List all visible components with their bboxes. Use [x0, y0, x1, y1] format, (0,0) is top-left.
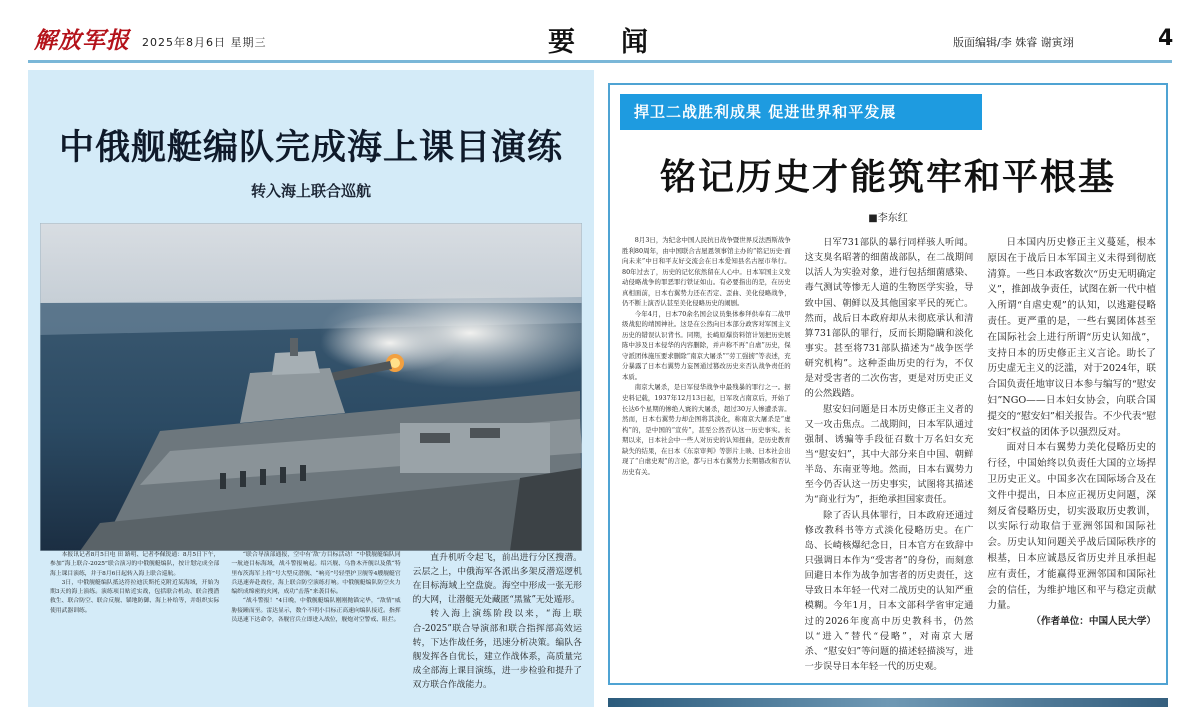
right-article — [608, 83, 1168, 685]
paragraph: 8月3日，为纪念中国人民抗日战争暨世界反法西斯战争胜利80周年，由中国联合古屋恩领事馆主办的“铭记历史·面向未来”中日和平友好交流会在日本爱知县名古屋市举行。80年过去了，历史的记忆依然留在人心中。日本军国主义发动侵略战争的罪恶罪行铁证如山。有必要指出的是，在历史真相面前，日本右翼势力还在否定、歪曲、美化侵略战争，仍不断上演否认甚至美化侵略历史的闹剧。 — [622, 236, 791, 308]
left-article-subheadline: 转入海上联合巡航 — [250, 182, 371, 200]
paragraph: 日军731部队的暴行同样骇人听闻。这支臭名昭著的细菌战部队，在二战期间以活人为实验对象，进行包括细菌感染、毒气测试等惨无人道的生物医学实验，导致中国、朝鲜以及其他国家平民的死亡。然而，战后日本政府却从未彻底承认和清算731部队的罪行，反而长期隐瞒和淡化事实。甚至将731部队描述为“战争医学研究机构”。这种歪曲历史的行为，不仅是对受害者的二次伤害，更是对历史正义的公然践踏。 — [804, 237, 974, 400]
right-article-headline: 铭记历史才能筑牢和平根基 — [659, 157, 1116, 198]
issue-date: 2025年8月6日 星期三 — [142, 36, 267, 49]
right-article-column-3 — [987, 235, 1156, 674]
byline: ■李东红 — [868, 213, 908, 224]
paragraph: 慰安妇问题是日本历史修正主义者的又一攻击焦点。二战期间，日本军队通过强制、诱骗等手段征召数十万名妇女充当“慰安妇”，其中大部分来自中国、朝鲜半岛、东南亚等地。然而，日本右翼势力至今仍否认这一历史事实，试图将其描述为“商业行为”，拒绝承担国家责任。 — [804, 403, 974, 506]
masthead-rule — [28, 60, 1172, 63]
left-article-body — [50, 551, 582, 692]
paragraph: 除了否认具体罪行，日本政府还通过修改教科书等方式淡化侵略历史。在广岛、长崎核爆纪念日，日本官方在致辞中只强调日本作为“受害者”的身份，而刻意回避日本作为战争加害者的历史责任，这导致日本年轻一代对二战历史的认知严重模糊。今年1月，日本文部科学省审定通过的2026年度高中历史教科书，仍然以“进入”替代“侵略”，对南京大屠杀、“慰安妇”等问题的描述轻描淡写，进一步误导日本年轻一代的历史观。 — [804, 509, 974, 672]
paragraph: “联合导演部通报，空中有‘敌’方目标活动！”中俄舰艇编队同一航迹目标海域，战斗警报响起。绍兴舰、乌鲁木齐舰以及俄“特里布茨海军上将”号大型反潜舰、“响亮”号轻型护卫舰等4艘舰艇官兵迅速奔赴战位，海上联合防空演练打响。中俄舰艇编队防空火力编织成绵密的火网，成功“击落”来袭目标。 — [231, 552, 401, 596]
right-article-column-1 — [622, 235, 791, 674]
column-banner: 捍卫二战胜利成果 促进世界和平发展 — [620, 94, 982, 130]
masthead — [0, 0, 1199, 62]
left-article-column-3 — [413, 551, 582, 692]
newspaper-logo: 解放军报 — [34, 27, 130, 54]
paragraph: 今年4月，日本70余名国会议员集体参拜供奉有二战甲级战犯的靖国神社。这是在公然向日本部分政客对军国主义历史的错误认识背书。同期，长崎原爆资料馆计划把历史展陈中涉及日本侵华的内容删除，并声称不再“自虐”历史，保守派团体施压要求删除“南京大屠杀”“劳工强掳”等表述，充分暴露了日本右翼势力妄图通过篡改历史来否认战争责任的本质。 — [622, 309, 791, 381]
page-number: 4 — [1158, 26, 1174, 51]
left-article-headline: 中俄舰艇编队完成海上课目演练 — [58, 128, 563, 168]
right-article-column-2 — [805, 235, 974, 674]
author-affiliation: （作者单位：中国人民大学） — [1031, 616, 1157, 628]
left-article — [28, 70, 594, 707]
paragraph: 南京大屠杀，是日军侵华战争中最残暴的罪行之一。据史料记载，1937年12月13日起，日军攻占南京后，开始了长达6个星期的惨绝人寰的大屠杀，超过30万人惨遭杀害。然而，日本右翼势力却企图将其淡化，称南京大屠杀是“虚构”的，是中国的“宣传”，甚至公然否认这一历史事实。长期以来，日本社会中一些人对历史的认知扭曲，是历史教育缺失的结果，在日本《东京审判》等影片上映、日本社会出现了“自虐史观”的言论，都与日本右翼势力长期篡改和否认历史有关。 — [622, 383, 791, 476]
paragraph: 日本国内历史修正主义蔓延，根本原因在于战后日本军国主义未得到彻底清算。一些日本政客数次“历史无明确定义”，推卸战争责任，试图在新一代中植入所谓“自虐史观”的认知，以逃避侵略责任。更严重的是，一些右翼团体甚至在国际社会上进行所谓“历史认知战”，支持日本的历史修正主义言论。助长了历史虚无主义的泛滥，对于2024年，联合国负责任地审议日本参与编写的“慰安妇”NGO——日本妇女协会，向联合国提交的“慰安妇”相关报告。不少代表“慰安妇”权益的团体予以强烈反对。 — [987, 237, 1157, 438]
paragraph: 本报讯记者8月5日电 田 路明、记者李佩锐通：8月5日下午，参加“海上联合-2025”联合演习的中俄舰艇编队，按计划完成全部海上课目演练，并于8月6日起转入海上联合巡航。 — [50, 552, 220, 577]
right-article-body — [622, 235, 1156, 674]
paragraph: 直升机听令起飞，前出进行分区搜潜。云层之上，中俄海军各派出多架反潜巡逻机在目标海域上空盘旋。海空中形成一张无形的大网，让潜艇无处藏匿“黑鲨”无处遁形。 — [412, 553, 582, 606]
paragraph: 面对日本右翼势力美化侵略历史的行径，中国始终以负责任大国的立场捍卫历史正义。中国多次在国际场合及在文件中提出，日本应正视历史问题，深刻反省侵略历史，切实汲取历史教训，以实际行动取信于亚洲邻国和国际社会。历史认知问题关乎战后国际秩序的根基，日本应诚恳反省历史并且承担起应有责任，才能赢得亚洲邻国和国际社会的信任，为维护地区和平与稳定贡献力量。 — [987, 442, 1157, 612]
left-article-column-2 — [231, 551, 400, 692]
section-title: 要闻 — [548, 27, 694, 58]
paragraph: “战斗警报！”4日晚，中俄舰艇编队刚刚抛锚完毕，“敌情”威胁接踵而至。雷达显示，数个不明小目标正高速向编队接近。指挥员迅速下达命令，各舰官兵立即进入战位，舰炮对空警戒、阻拦。 — [231, 598, 401, 624]
paragraph: 3日，中俄舰艇编队抵达符拉迪沃斯托克附近某海域，开始为期3天的海上演练。演练项目贴近实战，包括联合机动、联合搜潜救生、联合防空、联合反舰、锚地防御、海上补给等，并组织实际使用武器训练。 — [50, 579, 220, 614]
warship-firing-photo — [40, 223, 582, 551]
page-editors: 版面编辑/李 姝睿 谢寅翊 — [953, 36, 1074, 49]
next-article-photo-strip — [608, 698, 1168, 707]
left-article-column-1 — [50, 551, 219, 692]
paragraph: 转入海上演练阶段以来，“海上联合-2025”联合导演部和联合指挥部高效运转，下达作战任务，迅速分析决策。编队各舰发挥各自优长，建立作战体系，高质量完成全部海上课目演练，进一步检验和提升了双方联合作战能力。 — [412, 609, 582, 690]
